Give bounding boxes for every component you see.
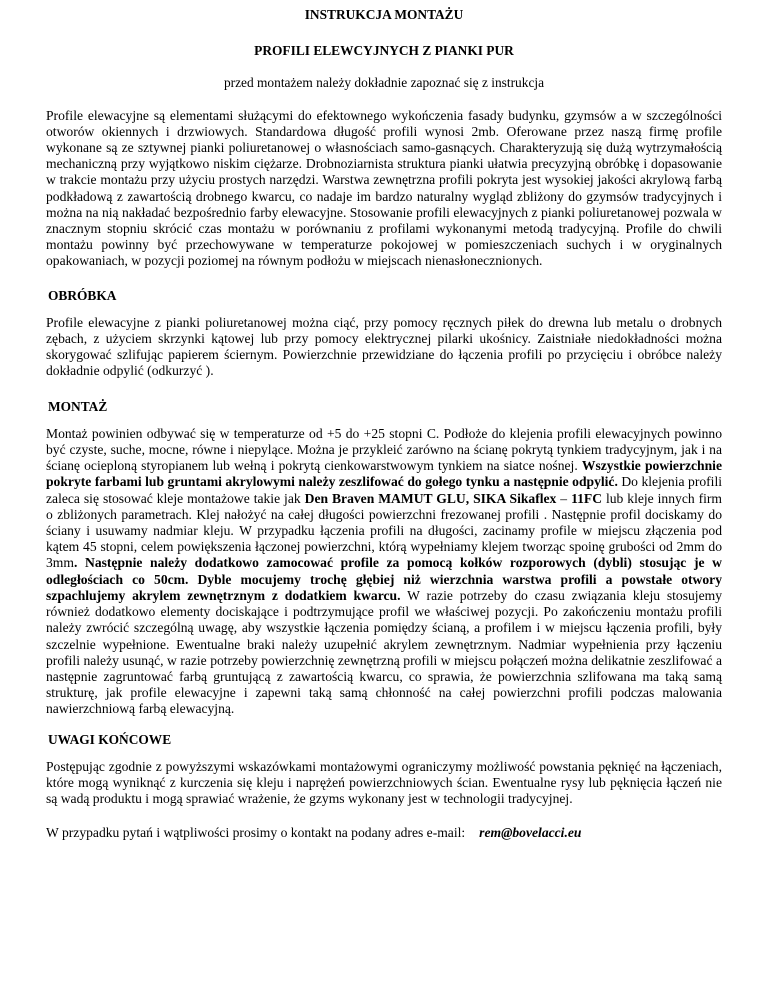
obrobka-paragraph: Profile elewacyjne z pianki poliuretanowej można ciąć, przy pomocy ręcznych piłek do drewna lub metalu o drobnych zębach, z użyciem skrzynki kątowej lub przy pomocy elektrycznej pilarki ukośnicy. Zaistniałe niedokładności można skorygować szlifując papierem ściernym. Powierzchnie przewidziane do łączenia profili po przycięciu i obróbce należy dokładnie odpylić (odkurzyć ). [46,314,722,379]
section-heading-montaz: MONTAŻ [48,398,108,414]
section-heading-uwagi: UWAGI KOŃCOWE [48,731,172,747]
montaz-text-2: Do klejenia profili zaleca się stosować kleje montażowe takie jak [46,474,722,506]
contact-email-link[interactable]: rem@bovelacci.eu [479,825,582,841]
montaz-bold-3: 11FC [571,490,603,506]
montaz-text-4: lub kleje innych firm o zbliżonych parametrach. Klej nałożyć na całej długości powierzchni frezowanej profili . Następnie profil dociskamy do ściany i usuwamy nadmiar kleju. W przypadku łączenia profili na długości, zacinamy profile w miejscu złączenia pod kątem 45 stopni, celem powiększenia łączonej powierzchni, którą wypełniamy klejem tworząc spoinę grubości od 2mm do 3mm [46,490,723,571]
montaz-bold-1: Wszystkie powierzchnie pokryte farbami lub gruntami akrylowymi należy zeszlifować do gołego tynku a następnie odpylić. [46,458,722,490]
document-title-line1: INSTRUKCJA MONTAŻU [304,7,464,22]
contact-text: W przypadku pytań i wątpliwości prosimy o kontakt na podany adres e-mail: [46,825,466,841]
contact-line [46,825,722,841]
section-heading-obrobka: OBRÓBKA [48,287,117,303]
montaz-text-5: W razie potrzeby do czasu związania kleju stosujemy również dodatkowo elementy dociskające i podtrzymujące profil we właściwej pozycji. Po zakończeniu montażu profili należy zwrócić szczególną uwagę, aby wszystkie łączenia pomiędzy ścianą, a profilem i w miejscu łączenia profili, były szczelnie wypełnione. Ewentualne braki należy uzupełnić akrylem zewnętrznym. Nadmiar wypełnienia przy łączeniu profili należy usunąć, w razie potrzeby powierzchnię zewnętrzną profili w miejscu połączeń można delikatnie zeszlifować a następnie zagruntować farbą gruntującą z zawartością kwarcu, co sprawia, że powierzchnia szlifowana ma taką samą strukturę, jak profile elewacyjne i zapewni taką samą chłonność na całej powierzchni profili podczas malowania nawierzchniową farbą elewacyjną. [46,587,722,717]
intro-paragraph: Profile elewacyjne są elementami służącymi do efektownego wykończenia fasady budynku, gzymsów a w szczególności otworów okiennych i drzwiowych. Standardowa długość profili wynosi 2mb. Oferowane przez naszą firmę profile wykonane są ze sztywnej pianki poliuretanowej o własnościach samo-gasnących. Charakteryzują się dużą wytrzymałością mechaniczną przy wyjątkowo niskim ciężarze. Drobnoziarnista struktura pianki ułatwia precyzyjną obróbkę i dopasowanie w trakcie montażu przy użyciu prostych narzędzi. Warstwa zewnętrzna profili pokryta jest wysokiej jakości akrylową farbą podkładową z zawartością drobnego kwarcu, co nadaje im bardzo naturalny wygląd zbliżony do gzymsów tradycyjnych i można na nią nakładać bezpośrednio farby elewacyjne. Stosowanie profili elewacyjnych z pianki poliuretanowej pozwala w znacznym stopniu skrócić czas montażu w porównaniu z profilami wykonanymi metodą tradycyjną. Profile do chwili montażu powinny być przechowywane w temperaturze pokojowej w pomieszczeniach suchych i w oryginalnych opakowaniach, w pozycji poziomej na równym podłożu w miejscach nienasłonecznionych. [46,107,722,269]
montaz-bold-2: Den Braven MAMUT GLU, SIKA Sikaflex [304,490,557,506]
montaz-text-1: Montaż powinien odbywać się w temperaturze od +5 do +25 stopni C. Podłoże do klejenia profili elewacyjnych powinno być czyste, suche, mocne, równe i niepylące. Można je przykleić zarówno na ścianę pokrytą tynkiem tradycyjnym, jak i na ścianę ocieploną styropianem lub wełną i pokrytą cienkowarstwowym tynkiem na siatce nośnej. [46,425,722,474]
montaz-paragraph [46,426,722,718]
montaz-text-3: – [556,490,572,506]
document-title-line2: PROFILI ELEWCYJNYCH Z PIANKI PUR [254,43,514,59]
uwagi-paragraph: Postępując zgodnie z powyższymi wskazówkami montażowymi ograniczymy możliwość powstania pęknięć na łączeniach, które mogą wyniknąć z kurczenia się kleju i naprężeń powierzchniowych ścian. Ewentualne rysy lub pęknięcia łączeń nie są wadą produktu i mogą sprawiać wrażenie, że gzyms wykonany jest w technologii tradycyjnej. [46,758,722,807]
montaz-bold-4: . Następnie należy dodatkowo zamocować profile za pomocą kołków rozporowych (dybli) stosując je w odległościach co 50cm. Dyble mocujemy trochę głębiej niż wierzchnia warstwa profili a powstałe otwory szpachlujemy akrylem zewnętrznym z dodatkiem kwarcu. [46,555,722,603]
document-subtitle: przed montażem należy dokładnie zapoznać się z instrukcja [223,75,545,91]
